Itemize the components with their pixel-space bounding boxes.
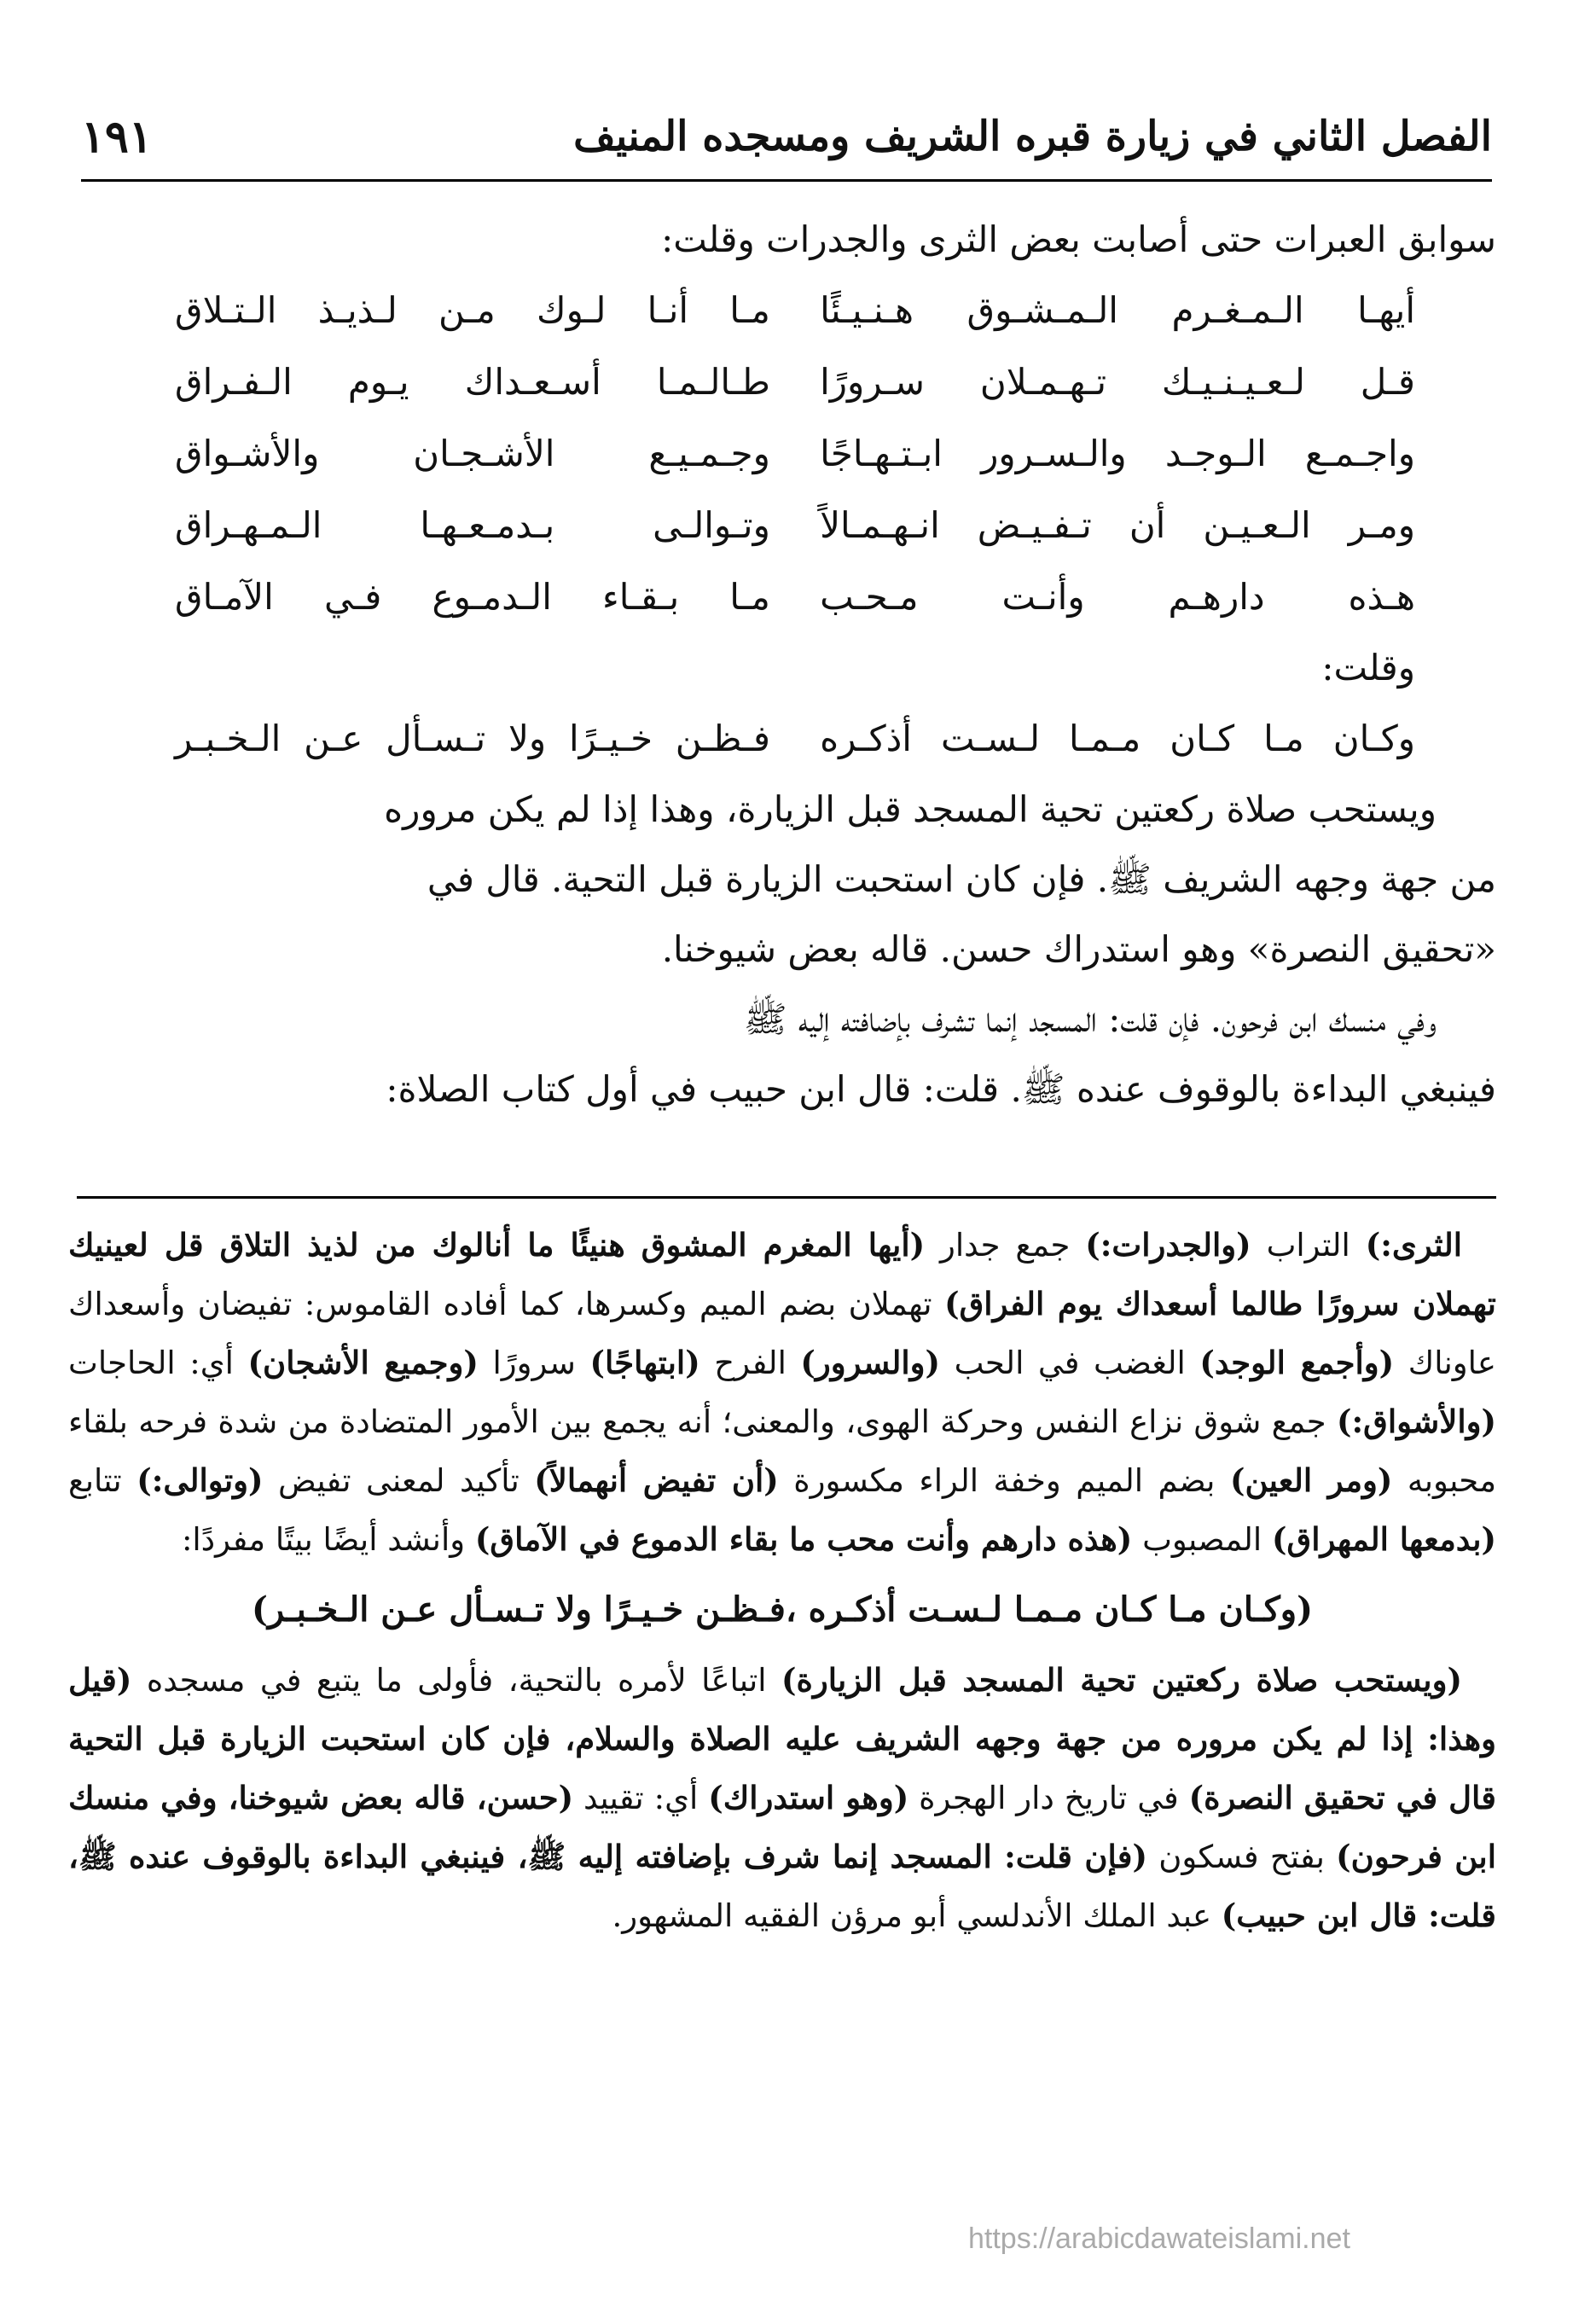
poem-verse <box>175 561 1415 633</box>
note-text: التراب <box>1251 1227 1366 1264</box>
paragraph-line: من جهة وجهه الشريف ﷺ. فإن كان استحبت الزيارة قبل التحية. قال في <box>427 858 1496 900</box>
bold-term: (ويستحب صلاة ركعتين تحية المسجد قبل الزيارة) <box>781 1661 1462 1699</box>
and-said-label: وقلت: <box>1321 647 1415 688</box>
note-text: بضم الميم وخفة الراء مكسورة <box>778 1462 1230 1499</box>
bold-term: (أيها المغرم المشوق هنيئًا ما أنالوك من لذيذ التلاق قل لعينيك تهملان سرورًا طالما أسعداك يوم الفراق) <box>68 1226 1496 1322</box>
bold-term: (ومر العين) <box>1229 1461 1393 1499</box>
bold-term: (والأشواق:) <box>1336 1403 1496 1440</box>
note-text: تتابع <box>68 1462 137 1499</box>
note-text: سرورًا <box>478 1345 590 1381</box>
bold-term: (والسرور) <box>800 1344 941 1381</box>
paragraph-line: ويستحب صلاة ركعتين تحية المسجد قبل الزيارة، وهذا إذا لم يكن مروره <box>384 788 1437 830</box>
paragraph-line: فينبغي البداءة بالوقوف عنده ﷺ. قلت: قال ابن حبيب في أول كتاب الصلاة: <box>386 1068 1496 1110</box>
commentary-notes <box>68 1216 1496 1945</box>
poem-block <box>175 275 1415 775</box>
footnote-divider <box>77 1196 1496 1199</box>
verse-second-hemistich: طـالـمـا أسـعـداك يـوم الـفـراق <box>175 361 770 403</box>
verse-second-hemistich: فـظـن خـيـرًا ولا تـسـأل عـن الـخـبـر <box>175 718 770 759</box>
verse-first-hemistich: واجـمـع الـوجـد والـسـرور ابـتـهـاجًا <box>820 433 1415 474</box>
poem-verse <box>175 490 1415 561</box>
bold-term: (حسن، قاله بعض شيوخنا، وفي منسك ابن فرحون) <box>68 1779 1496 1875</box>
paragraph-line: وفي منسك ابن فرحون. فإن قلت: المسجد إنما تشرف بإضافته إليه ﷺ <box>743 998 1437 1040</box>
page-header <box>81 94 1492 182</box>
verse-first-hemistich: أيهـا الـمـغـرم الـمـشـوق هـنـيـئًا <box>820 289 1415 331</box>
note-text: تأكيد لمعنى تفيض <box>263 1462 535 1499</box>
poem-verse <box>175 703 1415 775</box>
note-text: المصبوب <box>1132 1521 1272 1558</box>
verse-second-hemistich: وتـوالـى بـدمـعـهـا الـمـهـراق <box>175 504 770 546</box>
poem-verse <box>175 275 1415 346</box>
note-text: جمع جدار <box>925 1227 1086 1264</box>
verse-first-hemistich: وكـان مـا كـان مـمـا لـسـت أذكـره <box>820 718 1415 759</box>
watermark-url: https://arabicdawateislami.net <box>968 2222 1350 2255</box>
verse-first-hemistich: هـذه دارهـم وأنـت مـحـب <box>820 576 1415 618</box>
commentary-verse: (وكـان مـا كـان مـمـا لـسـت أذكـره ،فـظـن خـيـرًا ولا تـسـأل عـن الـخـبـر) <box>251 1589 1314 1630</box>
note-text: عبد الملك الأندلسي أبو مرؤن الفقيه المشهور. <box>612 1897 1222 1934</box>
verse-first-hemistich: قـل لـعـيـنـيـك تـهـمـلان سـرورًا <box>820 361 1415 403</box>
bold-term: (قيل وهذا: إذا لم يكن مروره من جهة وجهه الشريف عليه الصلاة والسلام، فإن كان استحبت الزيارة قبل التحية قال في تحقيق النصرة) <box>68 1661 1496 1816</box>
bold-term: (أن تفيض أنهمالاً) <box>534 1461 779 1499</box>
paragraph-line: «تحقيق النصرة» وهو استدراك حسن. قاله بعض شيوخنا. <box>661 928 1496 970</box>
bold-term: (وتوالى:) <box>136 1461 264 1499</box>
main-text <box>77 205 1496 1124</box>
bold-term: (هذه دارهم وأنت محب ما بقاء الدموع في الآماق) <box>474 1520 1133 1558</box>
commentary-paragraph <box>68 1651 1496 1945</box>
note-text: الفرح <box>699 1345 801 1381</box>
verse-first-hemistich: ومـر الـعـيـن أن تـفـيـض انـهـمـالاً <box>820 504 1415 546</box>
note-text: بفتح فسكون <box>1146 1839 1337 1875</box>
note-text: الغضب في الحب <box>940 1345 1200 1381</box>
note-text: اتباعًا لأمره بالتحية، فأولى ما يتبع في مسجده <box>131 1662 782 1699</box>
verse-second-hemistich: وجـمـيـع الأشـجـان والأشـواق <box>175 433 770 474</box>
bold-term: (وجميع الأشجان) <box>247 1344 479 1381</box>
bold-term: الثرى:) <box>1365 1226 1462 1264</box>
chapter-title: الفصل الثاني في زيارة قبره الشريف ومسجده المنيف <box>573 113 1492 160</box>
commentary-paragraph <box>68 1216 1496 1569</box>
note-text: تهملان بضم الميم وكسرها، كما أفاده القاموس: تفيضان وأسعداك عاوناك <box>68 1286 1496 1381</box>
bold-term: (ابتهاجًا) <box>589 1344 700 1381</box>
note-text: أي: الحاجات <box>68 1345 248 1381</box>
bold-term: (بدمعها المهراق) <box>1271 1520 1496 1558</box>
bold-term: (وهو استدراك) <box>708 1779 909 1816</box>
poem-verse <box>175 418 1415 490</box>
intro-line: سوابق العبرات حتى أصابت بعض الثرى والجدرات وقلت: <box>661 218 1496 260</box>
note-text: في تاريخ دار الهجرة <box>908 1780 1189 1816</box>
note-text: وأنشد أيضًا بيتًا مفردًا: <box>181 1521 475 1558</box>
bold-term: (والجدرات:) <box>1085 1226 1251 1264</box>
note-text: جمع شوق نزاع النفس وحركة الهوى، والمعنى؛ أنه يجمع بين الأمور المتضادة من شدة فرحه بلقاء محبوبه <box>68 1403 1497 1499</box>
note-text: أي: تقييد <box>573 1780 709 1816</box>
verse-second-hemistich: مـا أنـا لـوك مـن لـذيـذ الـتـلاق <box>175 289 770 331</box>
bold-term: (وأجمع الوجد) <box>1199 1344 1395 1381</box>
verse-second-hemistich: مـا بـقـاء الـدمـوع فـي الآمـاق <box>175 576 770 618</box>
bold-term: (فإن قلت: المسجد إنما شرف بإضافته إليه ﷺ، فينبغي البداءة بالوقوف عنده ﷺ، قلت: قال ابن حبيب) <box>68 1838 1496 1934</box>
page-number: ١٩١ <box>81 110 153 163</box>
poem-verse <box>175 346 1415 418</box>
